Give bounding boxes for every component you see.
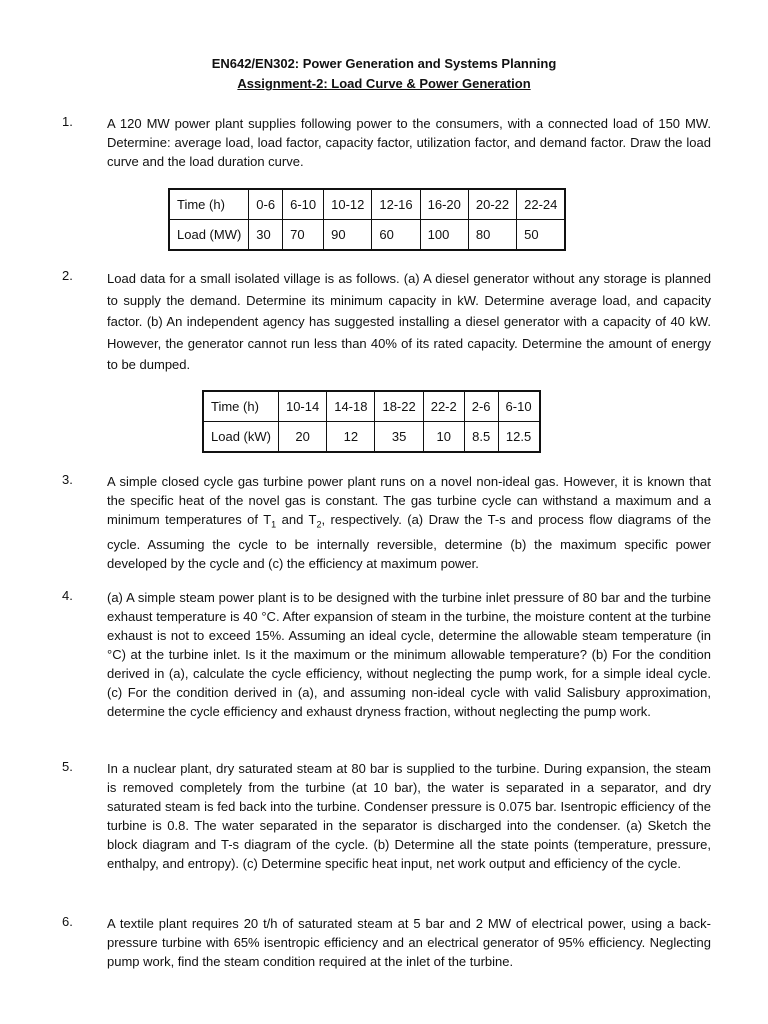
question-text: A simple closed cycle gas turbine power plant runs on a novel non-ideal gas. However, it is known that the specific heat of the novel gas is constant. The gas turbine cycle can withstand a maximum and a minimum temperatures of $T_1$ and $T_2$, respectively. (a) Draw the T-s and process flow diagrams of the cycle. Assuming the cycle to be internally reversible, determine (b) the maximum specific power developed by the cycle and (c) the efficiency at maximum power. — [107, 474, 711, 571]
question-text: (a) A simple steam power plant is to be designed with the turbine inlet pressure of 80 bar and the turbine exhaust temperature is 40 °C. After expansion of steam in the turbine, the moisture content at the turbine exhaust is not to exceed 15%. Assuming an ideal cycle, determine the allowable steam temperature (in °C) at the turbine inlet. Is it the maximum or the minimum allowable temperature? (b) For the condition derived in (a), calculate the cycle efficiency, without neglecting the pump work, for a simple ideal cycle. (c) For the condition derived in (a), and assuming non-ideal cycle with valid Salisbury approximation, determine the cycle efficiency and exhaust dryness fraction, without neglecting the pump work. — [107, 590, 711, 719]
table-row — [203, 422, 540, 453]
table-cell: 10-14 — [278, 391, 326, 422]
table-cell: 2-6 — [464, 391, 498, 422]
table-cell: 18-22 — [375, 391, 423, 422]
load-table-mw — [168, 188, 566, 251]
table-cell: 22-2 — [423, 391, 464, 422]
table-cell: Time (h) — [203, 391, 278, 422]
question-number: 4. — [62, 588, 73, 603]
question-number: 3. — [62, 472, 73, 487]
table-cell: 80 — [468, 220, 516, 251]
question-text: Load data for a small isolated village is as follows. (a) A diesel generator without any storage is planned to supply the demand. Determine its minimum capacity in kW. Determine average load, and capacity factor. (b) An independent agency has suggested installing a diesel generator with a capacity of 40 kW. However, the generator cannot run less than 40% of its rated capacity. Determine the amount of energy to be dumped. — [107, 271, 711, 372]
table-cell: 100 — [420, 220, 468, 251]
table-row — [203, 391, 540, 422]
question-text: A textile plant requires 20 t/h of saturated steam at 5 bar and 2 MW of electrical power, using a back-pressure turbine with 65% isentropic efficiency and an electrical generator of 95% efficiency. Neglecting pump work, find the steam condition required at the inlet of the turbine. — [107, 916, 711, 969]
table-cell: 10-12 — [324, 189, 372, 220]
table-row — [169, 220, 565, 251]
table-cell: 12.5 — [498, 422, 540, 453]
table-cell: 35 — [375, 422, 423, 453]
table-cell: 60 — [372, 220, 420, 251]
table-row — [169, 189, 565, 220]
table-cell: 16-20 — [420, 189, 468, 220]
table-cell: Time (h) — [169, 189, 249, 220]
table-cell: Load (kW) — [203, 422, 278, 453]
table-cell: 6-10 — [498, 391, 540, 422]
question-text: A 120 MW power plant supplies following power to the consumers, with a connected load of 150 MW. Determine: average load, load factor, capacity factor, utilization factor, and demand factor. Draw the load curve and the load duration curve. — [107, 116, 711, 169]
table-cell: 70 — [283, 220, 324, 251]
table-cell: 20 — [278, 422, 326, 453]
table-cell: 22-24 — [517, 189, 566, 220]
question-number: 2. — [62, 268, 73, 283]
assignment-title: Assignment-2: Load Curve & Power Generation — [237, 76, 531, 91]
table-cell: 30 — [249, 220, 283, 251]
question-text: In a nuclear plant, dry saturated steam at 80 bar is supplied to the turbine. During expansion, the steam is removed completely from the turbine (at 10 bar), the water is separated in a separator, and dry saturated steam is fed back into the turbine. Condenser pressure is 0.075 bar. Isentropic efficiency of the turbine is 0.8. The water separated in the separator is discharged into the condenser. (a) Sketch the block diagram and T-s diagram of the cycle. (b) Determine all the state points (temperature, pressure, enthalpy, and entropy). (c) Determine specific heat input, net work output and efficiency of the cycle. — [107, 761, 711, 871]
table-cell: 0-6 — [249, 189, 283, 220]
table-cell: Load (MW) — [169, 220, 249, 251]
course-title: EN642/EN302: Power Generation and Systems Planning — [211, 56, 557, 71]
table-cell: 6-10 — [283, 189, 324, 220]
table-cell: 20-22 — [468, 189, 516, 220]
table-cell: 8.5 — [464, 422, 498, 453]
table-cell: 10 — [423, 422, 464, 453]
question-number: 5. — [62, 759, 73, 774]
load-table-kw — [202, 390, 541, 453]
question-number: 1. — [62, 114, 73, 129]
table-cell: 50 — [517, 220, 566, 251]
table-cell: 14-18 — [327, 391, 375, 422]
question-number: 6. — [62, 914, 73, 929]
table-cell: 12-16 — [372, 189, 420, 220]
table-cell: 12 — [327, 422, 375, 453]
table-cell: 90 — [324, 220, 372, 251]
